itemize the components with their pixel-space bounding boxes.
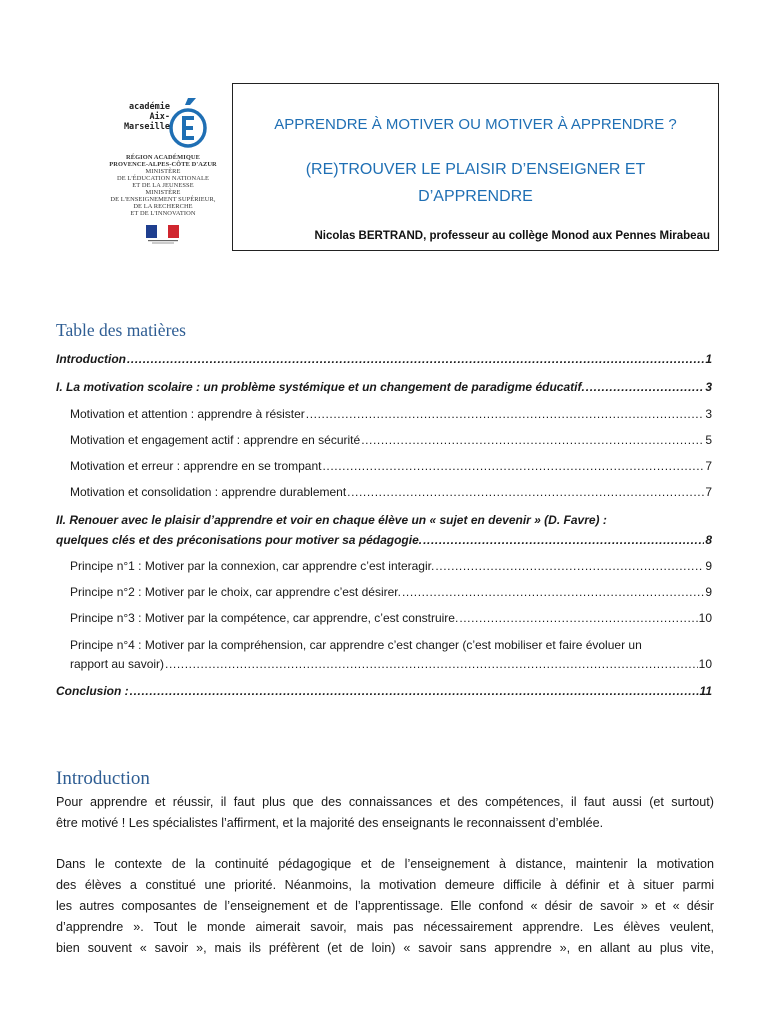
toc-entry-label: quelques clés et des préconisations pour motiver sa pédagogie. — [56, 533, 423, 547]
ministere-line: MINISTÈRE — [145, 168, 181, 175]
toc-leader-dots — [459, 611, 697, 625]
subtitle-line-1: (RE)TROUVER LE PLAISIR D’ENSEIGNER ET — [305, 161, 646, 178]
document-subtitle — [233, 156, 718, 210]
toc-page-number: 11 — [699, 684, 712, 698]
paragraph-line: Pour apprendre et réussir, il faut plus que des connaissances et des compétences, il faut aussi (et surtout) — [56, 795, 714, 809]
toc-leader-dots — [165, 657, 698, 671]
ministere-line: DE LA RECHERCHE — [133, 203, 193, 210]
toc-leader-dots — [361, 433, 704, 447]
toc-entry-label: Motivation et erreur : apprendre en se trompant — [70, 459, 322, 473]
paragraph-line: les autres composantes de l’enseignement et de l’apprentissage. Elle confond « désir de savoir » et « désir — [56, 899, 714, 913]
toc-leader-dots — [130, 684, 699, 698]
toc-entry-erreur[interactable] — [70, 459, 712, 473]
toc-leader-dots — [435, 559, 704, 573]
region-line: RÉGION ACADÉMIQUE — [126, 154, 200, 161]
toc-entry-label: rapport au savoir) — [70, 657, 165, 671]
intro-paragraph-1 — [56, 792, 714, 834]
paragraph-line: bien souvent « savoir », mais ils préfèrent (et de loin) « savoir sans apprendre », en allant au plus vite, — [56, 941, 714, 955]
toc-page-number: 8 — [705, 533, 712, 547]
introduction-heading: Introduction — [56, 768, 150, 789]
document-title: APPRENDRE À MOTIVER OU MOTIVER À APPRENDRE ? — [274, 116, 677, 133]
ministere-line: ET DE LA JEUNESSE — [132, 182, 194, 189]
toc-page-number: 10 — [698, 611, 712, 625]
toc-leader-dots — [127, 352, 704, 366]
intro-paragraph-2 — [56, 854, 714, 959]
toc-leader-dots — [322, 459, 704, 473]
ministere-text — [108, 154, 218, 217]
toc-entry-consolidation[interactable] — [70, 485, 712, 499]
toc-entry-label: I. La motivation scolaire : un problème systémique et un changement de paradigme éducatif. — [56, 380, 585, 394]
paragraph-line: Dans le contexte de la continuité pédagogique et de l’enseignement à distance, maintenir la motivation — [56, 857, 714, 871]
toc-leader-dots — [586, 380, 705, 394]
ministere-line: MINISTÈRE — [145, 189, 181, 196]
toc-entry-principe-2[interactable] — [70, 585, 712, 599]
ministere-line: ET DE L'INNOVATION — [130, 210, 196, 217]
academie-logo — [108, 96, 218, 256]
toc-entry-principe-4-line-1[interactable]: Principe n°4 : Motiver par la compréhension, car apprendre c’est changer (c’est mobiliser et faire évoluer un — [70, 638, 642, 652]
toc-page-number: 5 — [705, 433, 712, 447]
academie-wordmark — [118, 102, 170, 132]
toc-page-number: 1 — [705, 352, 712, 366]
toc-page-number: 3 — [705, 380, 712, 394]
toc-entry-label: Principe n°3 : Motiver par la compétence, car apprendre, c’est construire. — [70, 611, 459, 625]
toc-entry-principe-1[interactable] — [70, 559, 712, 573]
toc-leader-dots — [423, 533, 704, 547]
marianne-flag-icon — [142, 223, 184, 245]
paragraph-line: des élèves a constitué une priorité. Néanmoins, la motivation demeure difficile à définir et à situer parmi — [56, 878, 714, 892]
toc-entry-label: Motivation et attention : apprendre à résister — [70, 407, 305, 421]
toc-entry-conclusion[interactable] — [56, 684, 712, 698]
toc-leader-dots — [306, 407, 705, 421]
toc-entry-part-2-line-1[interactable]: II. Renouer avec le plaisir d’apprendre et voir en chaque élève un « sujet en devenir » (D. Favre) : — [56, 513, 607, 527]
toc-entry-introduction[interactable] — [56, 352, 712, 366]
toc-heading: Table des matières — [56, 320, 186, 340]
toc-entry-part-1[interactable] — [56, 380, 712, 394]
toc-entry-label: Principe n°1 : Motiver par la connexion, car apprendre c’est interagir. — [70, 559, 435, 573]
toc-page-number: 10 — [698, 657, 712, 671]
toc-page-number: 7 — [705, 485, 712, 499]
toc-leader-dots — [347, 485, 704, 499]
paragraph-line: d’apprendre ». Tout le monde aimerait savoir, mais pas nécessairement apprendre. Les élèves veulent, — [56, 920, 714, 934]
toc-entry-label: Principe n°2 : Motiver par le choix, car apprendre c’est désirer. — [70, 585, 401, 599]
aix-marseille-word: Aix-Marseille — [123, 112, 170, 132]
ministere-line: DE L'ENSEIGNEMENT SUPÉRIEUR, — [110, 196, 216, 203]
subtitle-line-2: D’APPRENDRE — [418, 188, 533, 205]
toc-page-number: 7 — [705, 459, 712, 473]
toc-entry-engagement[interactable] — [70, 433, 712, 447]
toc-entry-label: Conclusion : — [56, 684, 129, 698]
paragraph-line: être motivé ! Les spécialistes l’affirment, et la majorité des enseignants le reconnaissent d’emblée. — [56, 816, 604, 830]
toc-entry-attention[interactable] — [70, 407, 712, 421]
title-box — [232, 83, 719, 251]
toc-entry-principe-4[interactable] — [70, 657, 712, 671]
region-line-2: PROVENCE-ALPES-CÔTE D'AZUR — [109, 161, 217, 168]
toc-page-number: 9 — [705, 559, 712, 573]
toc-entry-principe-3[interactable] — [70, 611, 712, 625]
e-accent-logo-icon — [168, 96, 208, 148]
toc-entry-label: Motivation et consolidation : apprendre durablement — [70, 485, 347, 499]
toc-page-number: 9 — [705, 585, 712, 599]
toc-page-number: 3 — [705, 407, 712, 421]
toc-entry-part-2[interactable] — [56, 533, 712, 547]
toc-leader-dots — [402, 585, 704, 599]
toc-entry-label: Introduction — [56, 352, 126, 366]
academie-word: académie — [129, 102, 170, 112]
author-line: Nicolas BERTRAND, professeur au collège Monod aux Pennes Mirabeau — [314, 230, 710, 242]
toc-entry-label: Motivation et engagement actif : apprendre en sécurité — [70, 433, 361, 447]
ministere-line: DE L'ÉDUCATION NATIONALE — [117, 175, 209, 182]
